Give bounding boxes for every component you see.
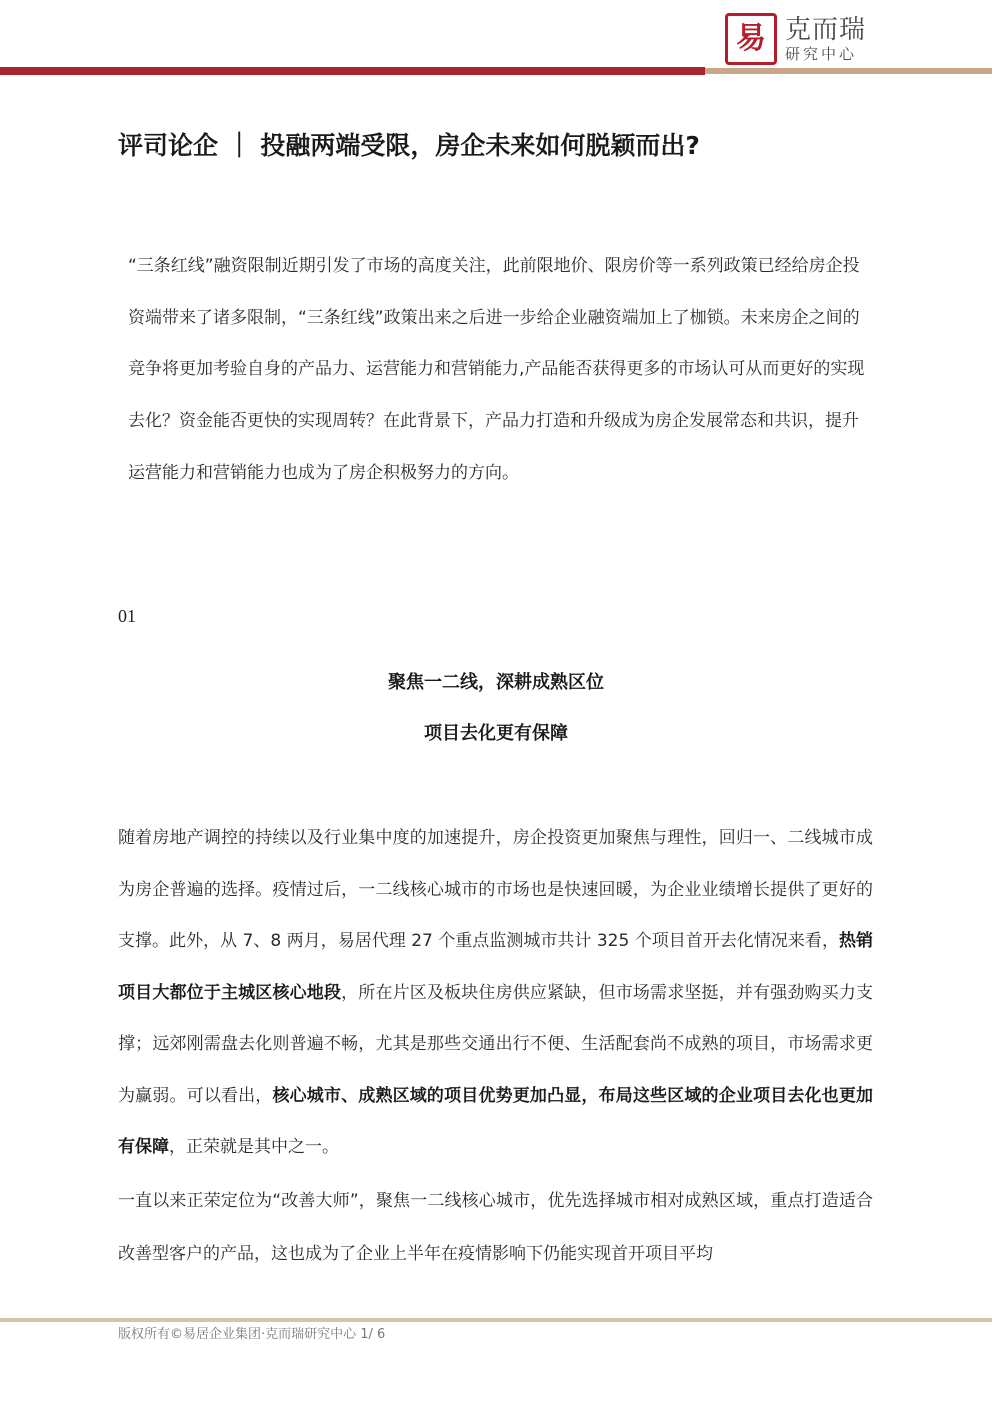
section-subtitle-1: 聚焦一二线，深耕成熟区位 <box>388 672 604 693</box>
brand-name: 克而瑞 <box>785 15 867 45</box>
company-logo <box>725 13 866 65</box>
para1-text-1: 随着房地产调控的持续以及行业集中度的加速提升，房企投资更加聚焦与理性，回归一、二线城市成为房企普遍的选择。疫情过后，一二线核心城市的市场也是快速回暖，为企业业绩增长提供了更好的支撑。此外，从 7、8 两月，易居代理 27 个重点监测城市共计 325 个项目首开去化情况来看， <box>118 828 873 951</box>
page-title: 评司论企 ｜ 投融两端受限，房企未来如何脱颖而出? <box>118 131 700 160</box>
body-paragraph-1 <box>118 813 873 1174</box>
brand-subtitle: 研究中心 <box>785 45 858 63</box>
para1-text-2: ，所在片区及板块住房供应紧缺，但市场需求坚挺，并有强劲购买力支撑；远郊刚需盘去化则普遍不畅，尤其是那些交通出行不便、生活配套尚不成熟的项目，市场需求更为赢弱。可以看出， <box>118 982 874 1106</box>
header-bar-tan <box>705 68 992 74</box>
intro-paragraph: “三条红线”融资限制近期引发了市场的高度关注，此前限地价、限房价等一系列政策已经给房企投资端带来了诸多限制，“三条红线”政策出来之后进一步给企业融资端加上了枷锁。未来房企之间的竞争将更加考验自身的产品力、运营能力和营销能力,产品能否获得更多的市场认可从而更好的实现去化？资金能否更快的实现周转？在此背景下，产品力打造和升级成为房企发展常态和共识，提升运营能力和营销能力也成为了房企积极努力的方向。 <box>128 256 865 483</box>
para1-bold-1: 热销项目大都位于主城区核心地段 <box>118 931 874 1003</box>
yiju-seal-icon: 易 <box>725 13 777 65</box>
brand-text <box>785 15 866 63</box>
para1-text-3: ，正荣就是其中之一。 <box>169 1137 339 1157</box>
footer-copyright: 版权所有©易居企业集团·克而瑞研究中心 1/ 6 <box>118 1327 386 1342</box>
para1-bold-2: 核心城市、成熟区域的项目优势更加凸显，布局这些区域的企业项目去化也更加有保障 <box>118 1085 874 1157</box>
header-bar-red <box>0 67 705 75</box>
footer-divider <box>0 1318 992 1322</box>
section-subtitle-2: 项目去化更有保障 <box>424 723 568 744</box>
section-number: 01 <box>118 606 136 626</box>
body-paragraph-2: 一直以来正荣定位为“改善大师”，聚焦一二线核心城市，优先选择城市相对成熟区域，重点打造适合改善型客户的产品，这也成为了企业上半年在疫情影响下仍能实现首开项目平均 <box>118 1191 873 1264</box>
